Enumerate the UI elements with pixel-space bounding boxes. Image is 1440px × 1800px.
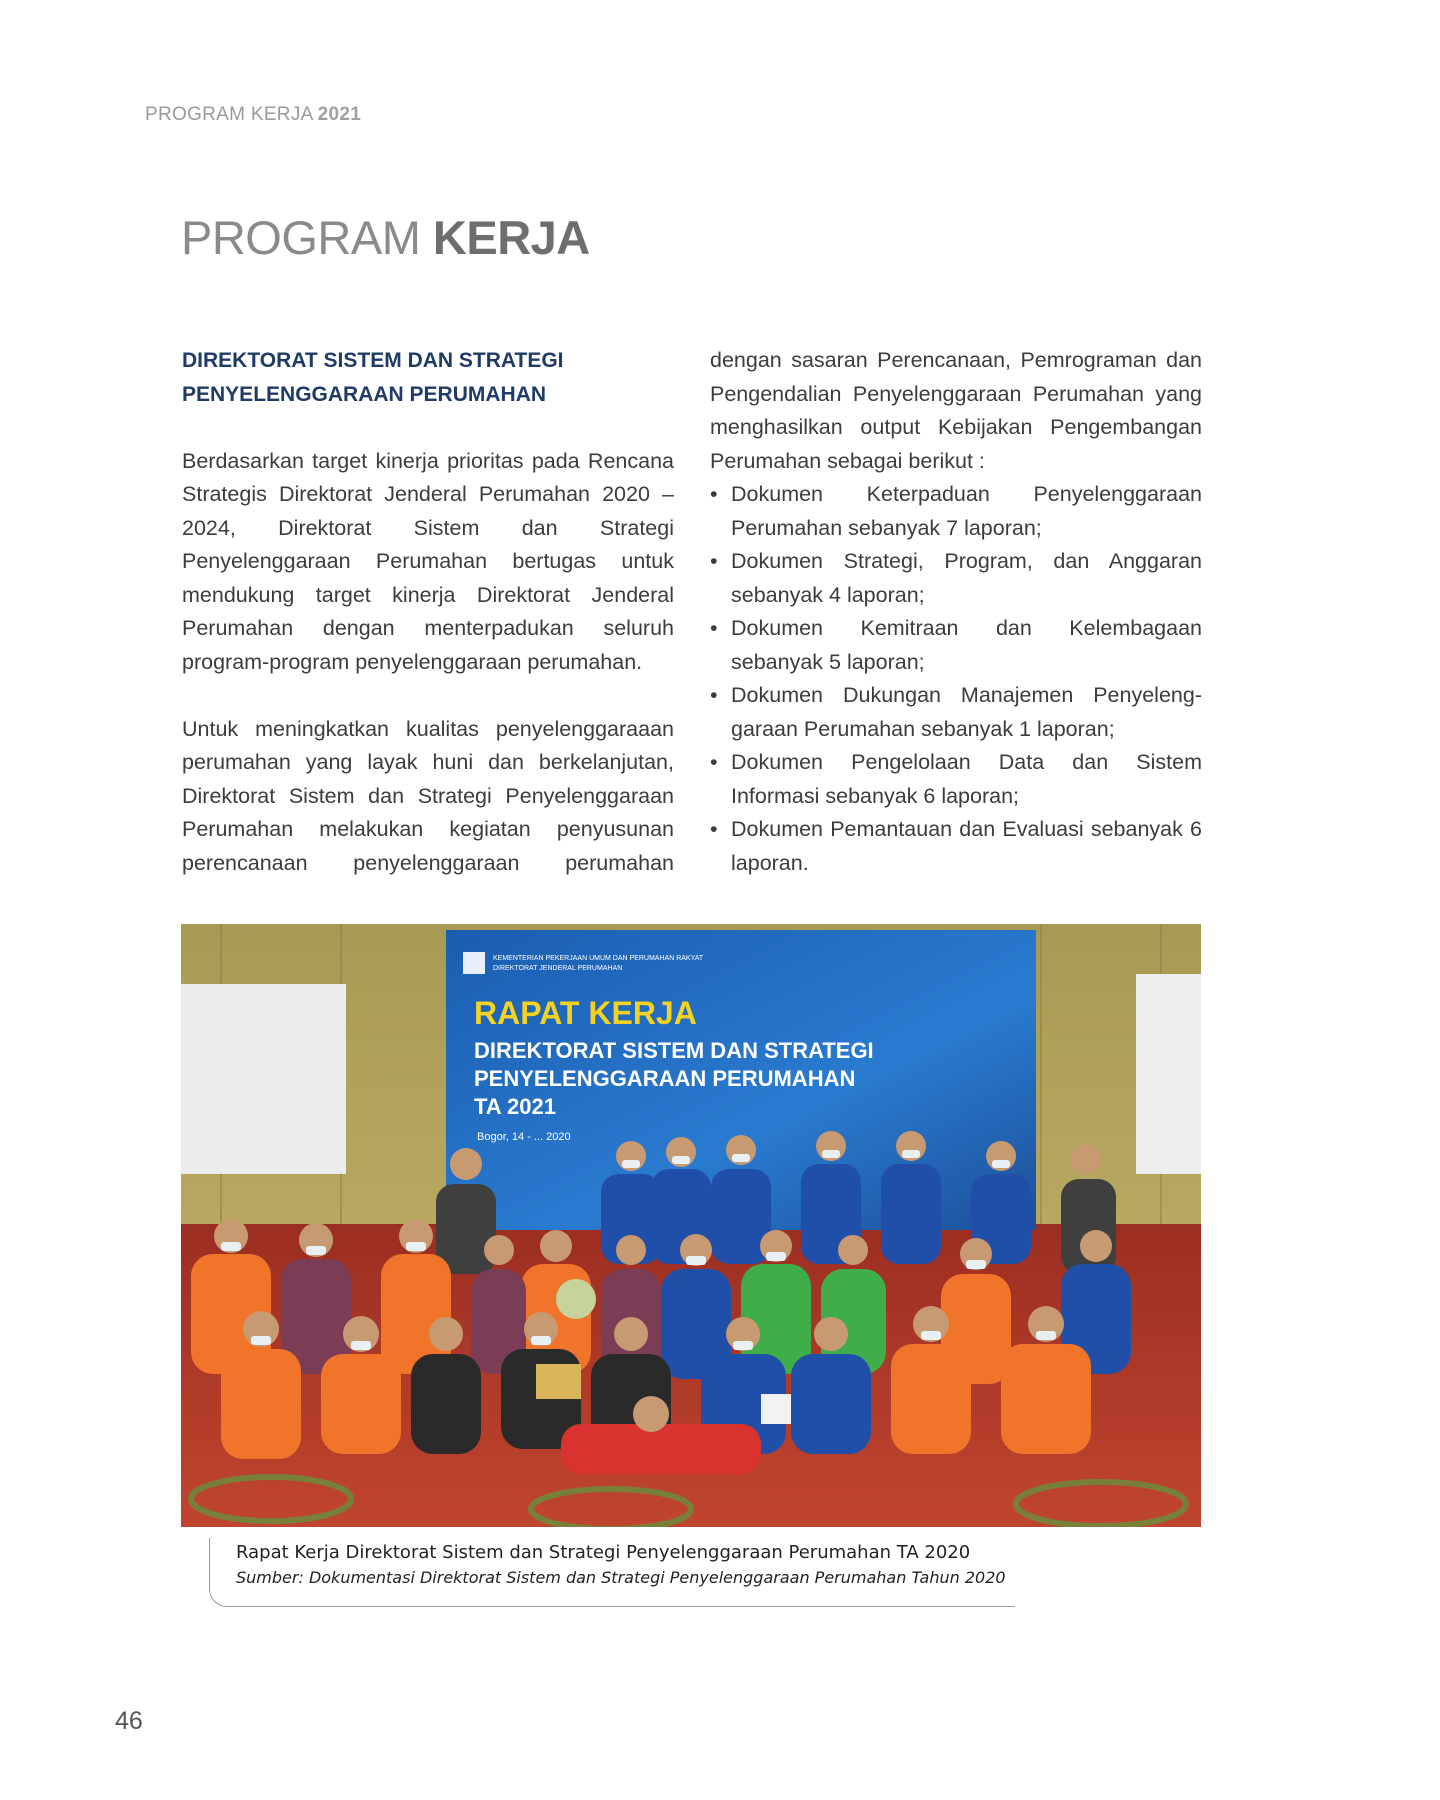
event-photo [181,924,1201,1527]
section-heading-line1: DIREKTORAT SISTEM DAN STRATEGI [182,349,564,372]
photo-caption [209,1538,1015,1607]
paragraph-2: Untuk meningkatkan kualitas penyelenggaraaan perumahan yang layak huni dan berkelanjutan, Direktorat Sistem dan Strategi Penyelenggaraan Perumahan melakukan kegiatan penyusunan perencanaan penyelenggaraan perumahan [182,716,674,875]
page-title-bold: KERJA [432,211,590,264]
bullet-icon: • [710,817,718,841]
bullet-icon: • [710,482,718,506]
running-header-year: 2021 [317,104,362,125]
paragraph-1: Berdasarkan target kinerja prioritas pada Rencana Strategis Direktorat Jenderal Perumahan 2020 – 2024, Direktorat Sistem dan Strategi Penyelenggaraan Perumahan bertugas untuk mendukung target kinerja Direktorat Jenderal Perumahan dengan menterpadukan seluruh program-program penyelenggaraan perumahan. [182,448,674,674]
bullet-icon: • [710,683,718,707]
list-item: • Dokumen Pemantauan dan Evaluasi sebanyak 6 laporan. [710,813,1202,880]
banner-title: RAPAT KERJA [474,995,697,1031]
bullet-icon: • [710,616,718,640]
output-list [710,478,1202,880]
page-title-light: PROGRAM [181,211,421,264]
list-item: • Dokumen Strategi, Program, dan Anggaran sebanyak 4 laporan; [710,545,1202,612]
section-heading [182,344,674,411]
caption-source: Sumber: Dokumentasi Direktorat Sistem dan Strategi Penyelenggaraan Perumahan Tahun 2020 [236,1568,1006,1587]
running-header-title: PROGRAM KERJA [145,104,314,125]
list-item: • Dokumen Pengelolaan Data dan Sistem Informasi sebanyak 6 laporan; [710,746,1202,813]
bullet-icon: • [710,549,718,573]
caption-title: Rapat Kerja Direktorat Sistem dan Strategi Penyelenggaraan Perumahan TA 2020 [236,1542,971,1563]
banner-org-line1: KEMENTERIAN PEKERJAAN UMUM DAN PERUMAHAN RAKYAT [493,955,704,962]
banner-sub2: PENYELENGGARAAN PERUMAHAN [474,1066,856,1091]
list-item: • Dokumen Kemitraan dan Kelembagaan sebanyak 5 laporan; [710,612,1202,679]
bullet-icon: • [710,750,718,774]
list-item: • Dokumen Dukungan Manajemen Penyeleng-garaan Perumahan sebanyak 1 laporan; [710,679,1202,746]
banner-sub1: DIREKTORAT SISTEM DAN STRATEGI [474,1038,874,1063]
right-column [710,344,1202,880]
left-column [182,344,674,880]
paragraph-2-continued: dengan sasaran Perencanaan, Pemrograman dan Pengendalian Penyelenggaraan Perumahan yang menghasilkan output Kebijakan Pengembangan Perumahan sebagai berikut : [710,348,1202,473]
running-header [145,104,361,126]
list-item: • Dokumen Keterpaduan Penyelenggaraan Perumahan sebanyak 7 laporan; [710,478,1202,545]
banner-sub3: TA 2021 [474,1094,556,1119]
banner-org-line2: DIREKTORAT JENDERAL PERUMAHAN [493,965,623,972]
banner-place: Bogor, 14 - ... 2020 [477,1131,571,1143]
section-heading-line2: PENYELENGGARAAN PERUMAHAN [182,382,547,406]
page-title [181,210,590,265]
page-number: 46 [115,1707,143,1735]
